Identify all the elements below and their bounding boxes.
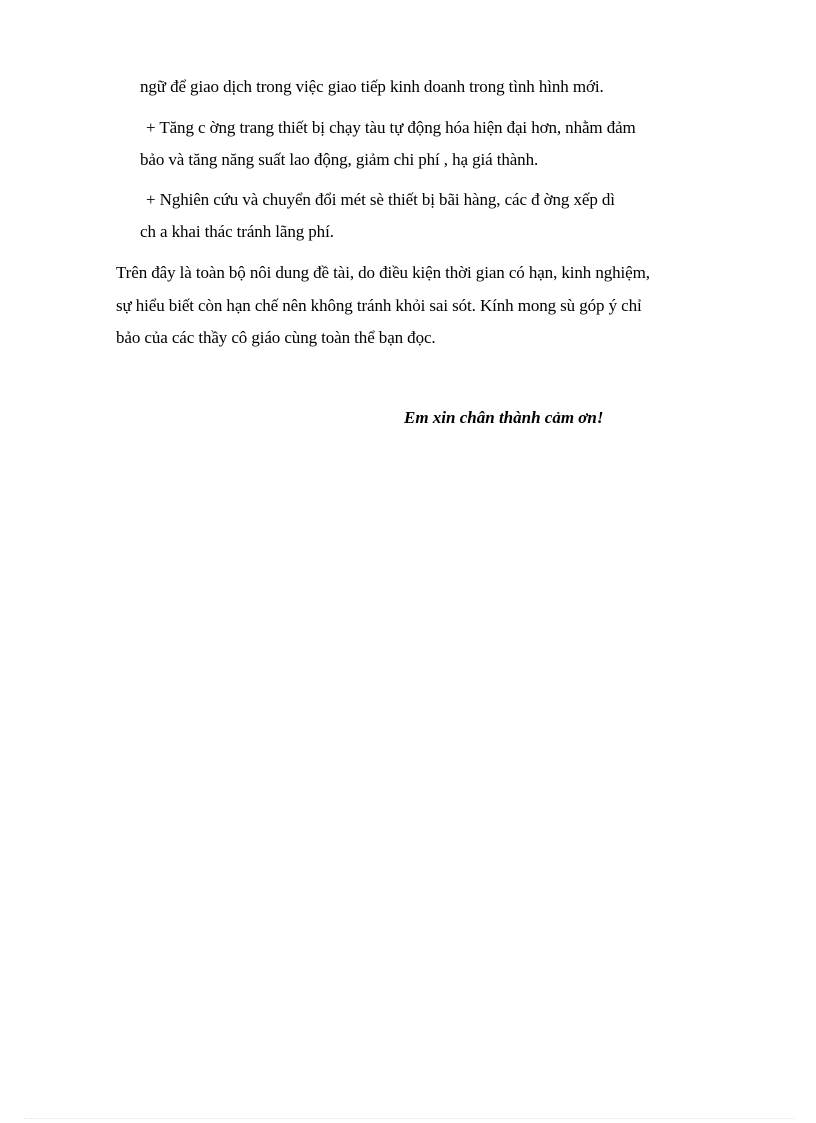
text-line-2: + Tăng c ờng trang thiết bị chạy tàu tự động hóa hiện đại hơn, nhằm đảm — [146, 118, 636, 137]
text-line-8: bảo của các thầy cô giáo cùng toàn thể bạn đọc. — [116, 328, 436, 347]
text-line-1: ngữ để giao dịch trong việc giao tiếp kinh doanh trong tình hình mới. — [140, 77, 604, 96]
closing-thanks: Em xin chân thành cảm ơn! — [404, 408, 604, 427]
text-line-3: bảo và tăng năng suất lao động, giảm chi phí , hạ giá thành. — [140, 150, 539, 169]
text-line-7: sự hiểu biết còn hạn chế nên không tránh khỏi sai sót. Kính mong sù góp ý chỉ — [116, 296, 642, 315]
page-bottom-border — [24, 1118, 794, 1119]
text-line-4: + Nghiên cứu và chuyển đổi mét sè thiết bị bãi hàng, các đ ờng xếp dì — [146, 190, 615, 209]
text-line-5: ch a khai thác tránh lãng phí. — [140, 222, 334, 241]
text-line-6: Trên đây là toàn bộ nôi dung đề tài, do điều kiện thời gian có hạn, kinh nghiệm, — [116, 263, 650, 282]
